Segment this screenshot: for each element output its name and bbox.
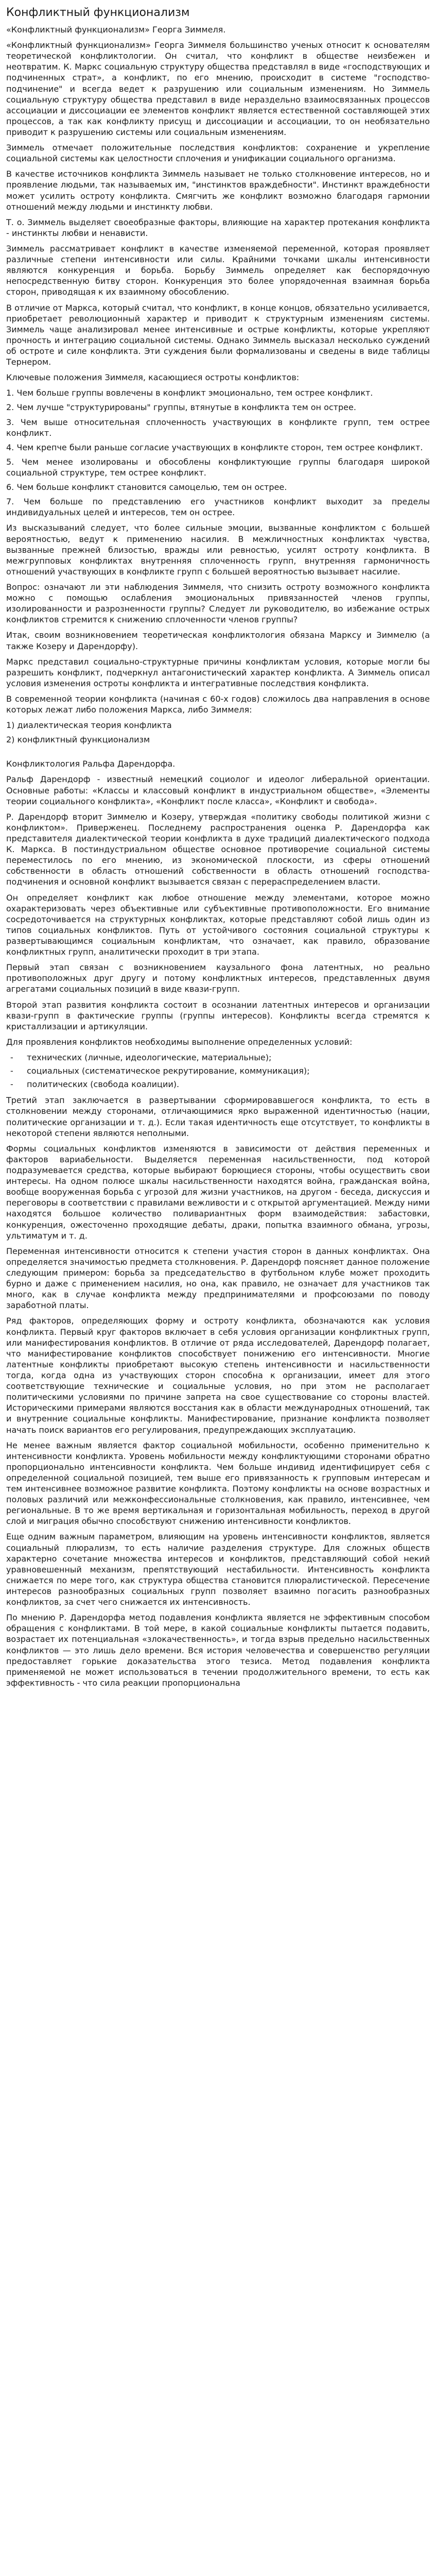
- subheading-simmel: «Конфликтный функционализм» Георга Зиммеля.: [6, 25, 226, 35]
- list-item: - политических (свобода коалиции).: [27, 1079, 430, 1090]
- paragraph: Ральф Дарендорф - известный немецкий социолог и идеолог либеральной ориентации. Основные работы: «Классы и классовый конфликт в индустриальном обществе», «Элементы теории социального конфликта», «Конфликт после класса», «Конфликт и свобода».: [6, 774, 430, 806]
- paragraph: Вопрос: означают ли эти наблюдения Зиммеля, что снизить остроту возможного конфликта можно с помощью ослабления эмоциональных привязанностей членов группы, изолированности и разрозненности группы? Следует ли руководителю, во избежание острых конфликтов стремится к снижению сплоченности членов группы?: [6, 582, 430, 625]
- page-title: Конфликтный функционализм: [6, 6, 190, 19]
- paragraph: Для проявления конфликтов необходимы выполнение определенных условий:: [6, 1037, 353, 1047]
- paragraph: Переменная интенсивности относится к степени участия сторон в данных конфликтах. Она определяется значимостью предмета столкновения. Р. Дарендорф поясняет данное положение следующим примером: борьба за председательство в футбольном клубе может проходить бурно и даже с применением насилия, но она, как правило, не означает для участников так много, как в случае конфликта между предпринимателями и профсоюзами по поводу заработной платы.: [6, 1246, 430, 1311]
- paragraph: В отличие от Маркса, который считал, что конфликт, в конце концов, обязательно усиливается, приобретает революционный характер и приводит к структурным изменениям системы. Зиммель чаще анализировал менее интенсивные и острые конфликты, которые укрепляют прочность и интеграцию социальной системы. Однако Зиммель высказал несколько суждений об остроте и силе конфликта. Эти суждения были формализованы и сведены в виде таблицы Тернером.: [6, 302, 430, 367]
- list-item: - технических (личные, идеологические, материальные);: [27, 1052, 430, 1063]
- numbered-point: 6. Чем больше конфликт становится самоцелью, тем он острее.: [6, 482, 287, 493]
- paragraph: Второй этап развития конфликта состоит в осознании латентных интересов и организации квази-групп в фактические группы (группы интересов). Конфликты всегда стремятся к кристаллизации и артикуляции.: [6, 999, 430, 1031]
- paragraph: Т. о. Зиммель выделяет своеобразные факторы, влияющие на характер протекания конфликта - инстинкты любви и ненависти.: [6, 217, 430, 238]
- paragraph: Итак, своим возникновением теоретическая конфликтология обязана Марксу и Зиммелю (а также Козеру и Дарендорфу).: [6, 630, 430, 651]
- paragraph: Р. Дарендорф вторит Зиммелю и Козеру, утверждая «политику свободы политикой жизни с конфликтом». Приверженец. Последнему распространения оценка Р. Дарендорфа как представителя диалектической теории конфликта в духе традиций диалектического подхода К. Маркса. В постиндустриальном обществе основное противоречие социальной системы переместилось по его мнению, из экономической плоскости, из сферы отношений собственности в область отношений собственности в область отношений господства-подчинения и основной конфликт вызывается связан с перераспределением власти.: [6, 811, 430, 887]
- paragraph: Маркс представил социально-структурные причины конфликтам условия, которые могли бы разрешить конфликт, подчеркнул антагонистический характер конфликта. А Зиммель описал условия изменения остроты конфликта и интегративные последствия конфликта.: [6, 656, 430, 688]
- numbered-point: 3. Чем выше относительная сплоченность участвующих в конфликте групп, тем острее конфликт.: [6, 417, 430, 438]
- list-item: - социальных (систематическое рекрутирование, коммуникация);: [27, 1065, 430, 1076]
- paragraph: Не менее важным является фактор социальной мобильности, особенно применительно к интенсивности конфликта. Уровень мобильности между конфликтующими сторонами обратно пропорционально интенсивности конфликта. Чем больше индивид идентифицирует себя с определенной социальной позицией, тем выше его привязанность к групповым интересам и тем интенсивнее возможное развитие конфликта. Поэтому конфликты на основе возрастных и половых различий или межконфессиональные столкновения, как правило, интенсивнее, чем региональные. В то же время вертикальная и горизонтальная мобильность, переход в другой слой и миграция обычно способствуют снижению интенсивности конфликтов.: [6, 1440, 430, 1527]
- subheading-dahrendorf: Конфликтология Ральфа Дарендорфа.: [6, 759, 176, 769]
- paragraph: «Конфликтный функционализм» Георга Зиммеля большинство ученых относит к основателям теоретической конфликтологии. Он считал, что конфликт в обществе неизбежен и неотвратим. К. Маркс социальную структуру общества представлял в виде «господствующих и подчиненных страт», а конфликт, по его мнению, происходит в системе "господство-подчинение" и всегда ведет к разрушению или социальным изменениям. Но Зиммель социальную структуру общества представил в виде нераздельно взаимосвязанных процессов ассоциации и диссоциации ее элементов конфликт является естественной составляющей этих процессов, а так как конфликту присущ и диссоциации и ассоциации, то он необязательно приводит к разрушению системы или социальным изменениям.: [6, 40, 430, 138]
- paragraph: Ряд факторов, определяющих форму и остроту конфликта, обозначаются как условия конфликта. Первый круг факторов включает в себя условия организации конфликтных групп, или манифестирования конфликтов. В отличие от ряда исследователей, Дарендорф полагает, что манифестирование конфликтов способствует понижению его интенсивности. Многие латентные конфликты приобретают высокую степень интенсивности и насильственности тогда, когда одна из участвующих сторон способна к организации, имеет для этого соответствующие технические и социальные условия, но при этом не располагает политическими условиями по причине запрета на свое существование со стороны властей. Историческими примерами являются восстания как в области международных отношений, так и внутренние социальные конфликты. Манифестирование, признание конфликта позволяет начать поиск вариантов его регулирования, предупреждающих эксплуатацию.: [6, 1316, 430, 1435]
- paragraph: Формы социальных конфликтов изменяются в зависимости от действия переменных и факторов вариабельности. Выделяется переменная насильственности, под которой подразумевается средства, которые выбирают борющиеся стороны, чтобы осуществить свои интересы. На одном полюсе шкалы насильственности находятся война, гражданская война, вообще вооруженная борьба с угрозой для жизни участников, на другом - беседа, дискуссия и переговоры в соответствии с правилами вежливости и с открытой аргументацией. Между ними находятся большое количество поливариантных форм взаимодействия: забастовки, конкуренция, ожесточенно проходящие дебаты, драки, попытка взаимного обмана, угрозы, ультиматум и т. д.: [6, 1143, 430, 1241]
- list-item: 2) конфликтный функционализм: [6, 735, 150, 745]
- paragraph: По мнению Р. Дарендорфа метод подавления конфликта является не эффективным способом обращения с конфликтами. В той мере, в какой социальные конфликты пытается подавить, возрастает их потенциальная «злокачественность», и тогда взрыв предельно насильственных конфликтов — это лишь дело времени. Вся история человечества и совершенство регуляции предоставляет горькие доказательства этого тезиса. Метод подавления конфликта применяемой не может использоваться в течении продолжительного времени, то есть как эффективность - что сила реакции пропорциональна: [6, 1613, 430, 1688]
- numbered-point: 2. Чем лучше "структурированы" группы, втянутые в конфликта тем он острее.: [6, 402, 356, 413]
- paragraph: Первый этап связан с возникновением каузального фона латентных, но реально противоположных друг другу и потому конфликтных интересов, представленных двумя агрегатами социальных позиций в виде квази-групп.: [6, 962, 430, 994]
- paragraph: Зиммель отмечает положительные последствия конфликтов: сохранение и укрепление социальной системы как целостности сплочения и унификации социального организма.: [6, 143, 430, 164]
- paragraph: В качестве источников конфликта Зиммель называет не только столкновение интересов, но и проявление людьми, так называемых им, "инстинктов враждебности". Инстинкт враждебности может усилить остроту конфликта. Смягчить же конфликт возможно благодаря гармонии отношений между людьми и инстинкту любви.: [6, 169, 430, 212]
- paragraph: Он определяет конфликт как любое отношение между элементами, которое можно охарактеризовать через объективные или субъективные противоположности. Его внимание сосредоточивается на структурных конфликтах, которые представляют собой лишь один из типов социальных конфликтов. Путь от устойчивого состояния социальной структуры к развертывающимся социальным конфликтам, что означает, как правило, образование конфликтных групп, аналитически проходит в три этапа.: [6, 892, 430, 957]
- paragraph: Еще одним важным параметром, влияющим на уровень интенсивности конфликтов, является социальный плюрализм, то есть наличие разделения структуре. Для сложных обществ характерно сочетание множества интересов и конфликтов, представляющий собой некий уравновешенный механизм, препятствующий нестабильности. Интенсивность конфликта снижается по мере того, как структура общества становится плюралистической. Пересечение интересов разнообразных социальных групп позволяет взаимно погасить разнообразных конфликтов, за счет чего снижается их интенсивность.: [6, 1532, 430, 1607]
- paragraph: Из высказываний следует, что более сильные эмоции, вызванные конфликтом с большей вероятностью, ведут к применению насилия. В межличностных конфликтах чувства, вызванные прежней близостью, вражды или ревностью, усилят остроту конфликта. В межгрупповых конфликтах внутренняя сплоченность групп, внутренняя гармоничность отношений участвующих в конфликте групп с большей вероятностью вызывает насилие.: [6, 523, 430, 577]
- numbered-point: 5. Чем менее изолированы и обособлены конфликтующие группы благодаря широкой социальной структуре, тем острее конфликт.: [6, 456, 430, 478]
- paragraph: Ключевые положения Зиммеля, касающиеся остроты конфликтов:: [6, 372, 300, 383]
- conditions-list: [6, 1052, 430, 1090]
- list-item: 1) диалектическая теория конфликта: [6, 720, 172, 731]
- numbered-point: 4. Чем крепче были раньше согласие участвующих в конфликте сторон, тем острее конфликт.: [6, 442, 423, 452]
- paragraph: В современной теории конфликта (начиная с 60-х годов) сложилось два направления в основе которых лежат либо положения Маркса, либо Зиммеля:: [6, 693, 430, 715]
- paragraph: Зиммель рассматривает конфликт в качестве изменяемой переменной, которая проявляет различные степени интенсивности или силы. Крайними точками шкалы интенсивности являются конкуренция и борьба. Борьбу Зиммель определяет как беспорядочную непосредственную битву сторон. Конкуренция это более упорядоченная взаимная борьба сторон, приводящая к их взаимному обособлению.: [6, 244, 430, 297]
- numbered-point: 1. Чем больше группы вовлечены в конфликт эмоционально, тем острее конфликт.: [6, 388, 373, 398]
- numbered-point: 7. Чем больше по представлению его участников конфликт выходит за пределы индивидуальных целей и интересов, тем он острее.: [6, 497, 430, 518]
- paragraph: Третий этап заключается в развертывании сформировавшегося конфликта, то есть в столкновении между сторонами, отличающимися ярко выраженной идентичностью (нации, политические организации и т. д.). Если такая идентичность еще отсутствует, то конфликты в некоторой степени являются неполными.: [6, 1095, 430, 1138]
